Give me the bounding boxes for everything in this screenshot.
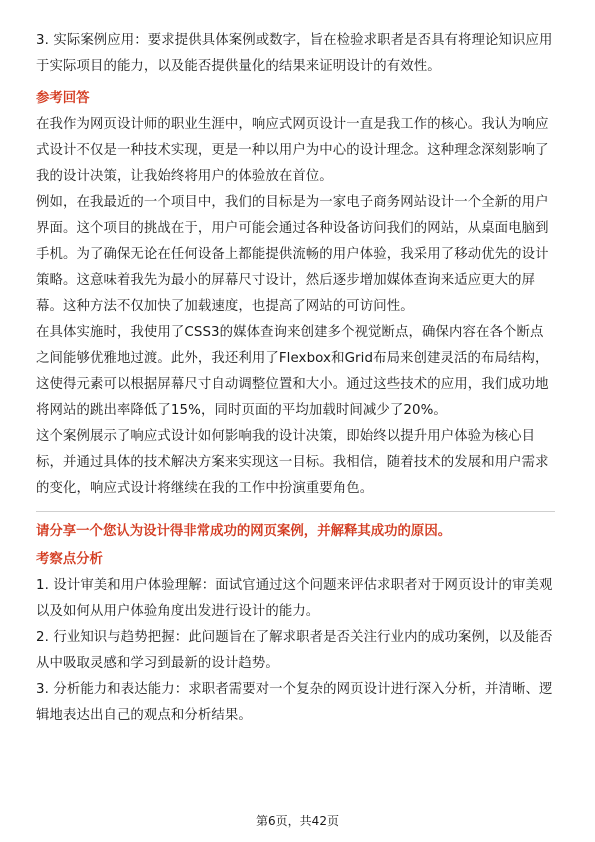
analysis-item-2: 2. 行业知识与趋势把握：此问题旨在了解求职者是否关注行业内的成功案例，以及能否从中吸取灵感和学习到最新的设计趋势。 <box>36 630 553 671</box>
answer-paragraph-4: 这个案例展示了响应式设计如何影响我的设计决策，即始终以提升用户体验为核心目标，并通过具体的技术解决方案来实现这一目标。我相信，随着技术的发展和用户需求的变化，响应式设计将继续在我的工作中扮演重要角色。 <box>36 429 549 496</box>
page-number: 第6页，共42页 <box>256 814 339 828</box>
analysis-item-3: 3. 分析能力和表达能力：求职者需要对一个复杂的网页设计进行深入分析，并清晰、逻辑地表达出自己的观点和分析结果。 <box>36 682 553 723</box>
section-divider <box>36 511 555 512</box>
analysis-heading: 考察点分析 <box>36 552 103 567</box>
question-title: 请分享一个您认为设计得非常成功的网页案例，并解释其成功的原因。 <box>36 524 452 539</box>
answer-paragraph-1: 在我作为网页设计师的职业生涯中，响应式网页设计一直是我工作的核心。我认为响应式设计不仅是一种技术实现，更是一种以用户为中心的设计理念。这种理念深刻影响了我的设计决策，让我始终将用户的体验放在首位。 <box>36 117 549 184</box>
intro-item-3: 3. 实际案例应用：要求提供具体案例或数字，旨在检验求职者是否具有将理论知识应用于实际项目的能力，以及能否提供量化的结果来证明设计的有效性。 <box>36 33 553 74</box>
answer-paragraph-3: 在具体实施时，我使用了CSS3的媒体查询来创建多个视觉断点，确保内容在各个断点之间能够优雅地过渡。此外，我还利用了Flexbox和Grid布局来创建灵活的布局结构，这使得元素可以根据屏幕尺寸自动调整位置和大小。通过这些技术的应用，我们成功地将网站的跳出率降低了15%，同时页面的平均加载时间减少了20%。 <box>36 325 549 418</box>
answer-heading: 参考回答 <box>36 91 90 106</box>
analysis-item-1: 1. 设计审美和用户体验理解：面试官通过这个问题来评估求职者对于网页设计的审美观以及如何从用户体验角度出发进行设计的能力。 <box>36 578 553 619</box>
answer-paragraph-2: 例如，在我最近的一个项目中，我们的目标是为一家电子商务网站设计一个全新的用户界面。这个项目的挑战在于，用户可能会通过各种设备访问我们的网站，从桌面电脑到手机。为了确保无论在任何设备上都能提供流畅的用户体验，我采用了移动优先的设计策略。这意味着我先为最小的屏幕尺寸设计，然后逐步增加媒体查询来适应更大的屏幕。这种方法不仅加快了加载速度，也提高了网站的可访问性。 <box>36 195 549 314</box>
